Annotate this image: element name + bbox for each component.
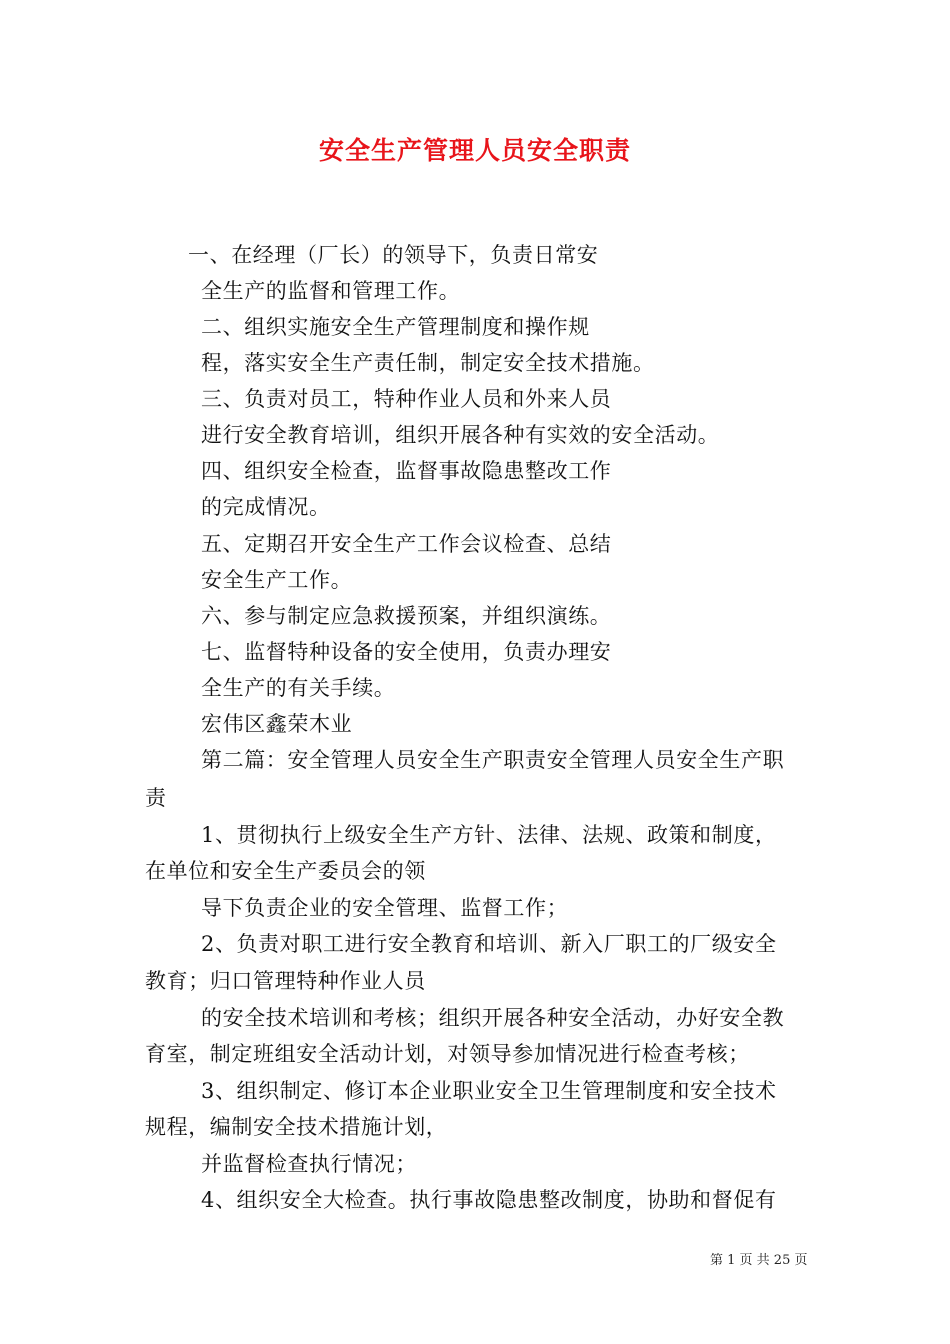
body-line: 三、负责对员工，特种作业人员和外来人员 (201, 387, 612, 411)
body-line: 在单位和安全生产委员会的领 (145, 859, 426, 883)
body-line: 一、在经理（厂长）的领导下，负责日常安 (188, 243, 599, 267)
body-line: 1、贯彻执行上级安全生产方针、法律、法规、政策和制度， (201, 823, 777, 847)
document-title: 安全生产管理人员安全职责 (318, 136, 631, 165)
body-line: 3、组织制定、修订本企业职业安全卫生管理制度和安全技术 (201, 1079, 777, 1103)
body-line: 七、监督特种设备的安全使用，负责办理安 (201, 640, 612, 664)
body-line: 四、组织安全检查，监督事故隐患整改工作 (201, 459, 612, 483)
company-name: 宏伟区鑫荣木业 (201, 712, 353, 736)
section-heading-continued: 责 (145, 786, 167, 810)
body-line: 的完成情况。 (201, 495, 331, 519)
body-line: 六、参与制定应急救援预案，并组织演练。 (201, 604, 612, 628)
body-line: 育室，制定班组安全活动计划，对领导参加情况进行检查考核； (145, 1042, 750, 1066)
body-line: 进行安全教育培训，组织开展各种有实效的安全活动。 (201, 423, 720, 447)
body-line: 五、定期召开安全生产工作会议检查、总结 (201, 532, 612, 556)
section-heading: 第二篇：安全管理人员安全生产职责安全管理人员安全生产职 (201, 748, 785, 772)
body-line: 安全生产工作。 (201, 568, 353, 592)
body-line: 二、组织实施安全生产管理制度和操作规 (201, 315, 590, 339)
page-number: 第 1 页 共 25 页 (710, 1253, 808, 1268)
body-line: 4、组织安全大检查。执行事故隐患整改制度，协助和督促有 (201, 1188, 777, 1212)
body-line: 导下负责企业的安全管理、监督工作； (201, 896, 569, 920)
body-line: 教育；归口管理特种作业人员 (145, 969, 426, 993)
body-line: 2、负责对职工进行安全教育和培训、新入厂职工的厂级安全 (201, 932, 777, 956)
body-line: 规程，编制安全技术措施计划， (145, 1115, 448, 1139)
body-line: 的安全技术培训和考核；组织开展各种安全活动，办好安全教 (201, 1006, 785, 1030)
body-line: 全生产的监督和管理工作。 (201, 279, 461, 303)
body-line: 并监督检查执行情况； (201, 1152, 417, 1176)
body-line: 程，落实安全生产责任制，制定安全技术措施。 (201, 351, 655, 375)
body-line: 全生产的有关手续。 (201, 676, 396, 700)
